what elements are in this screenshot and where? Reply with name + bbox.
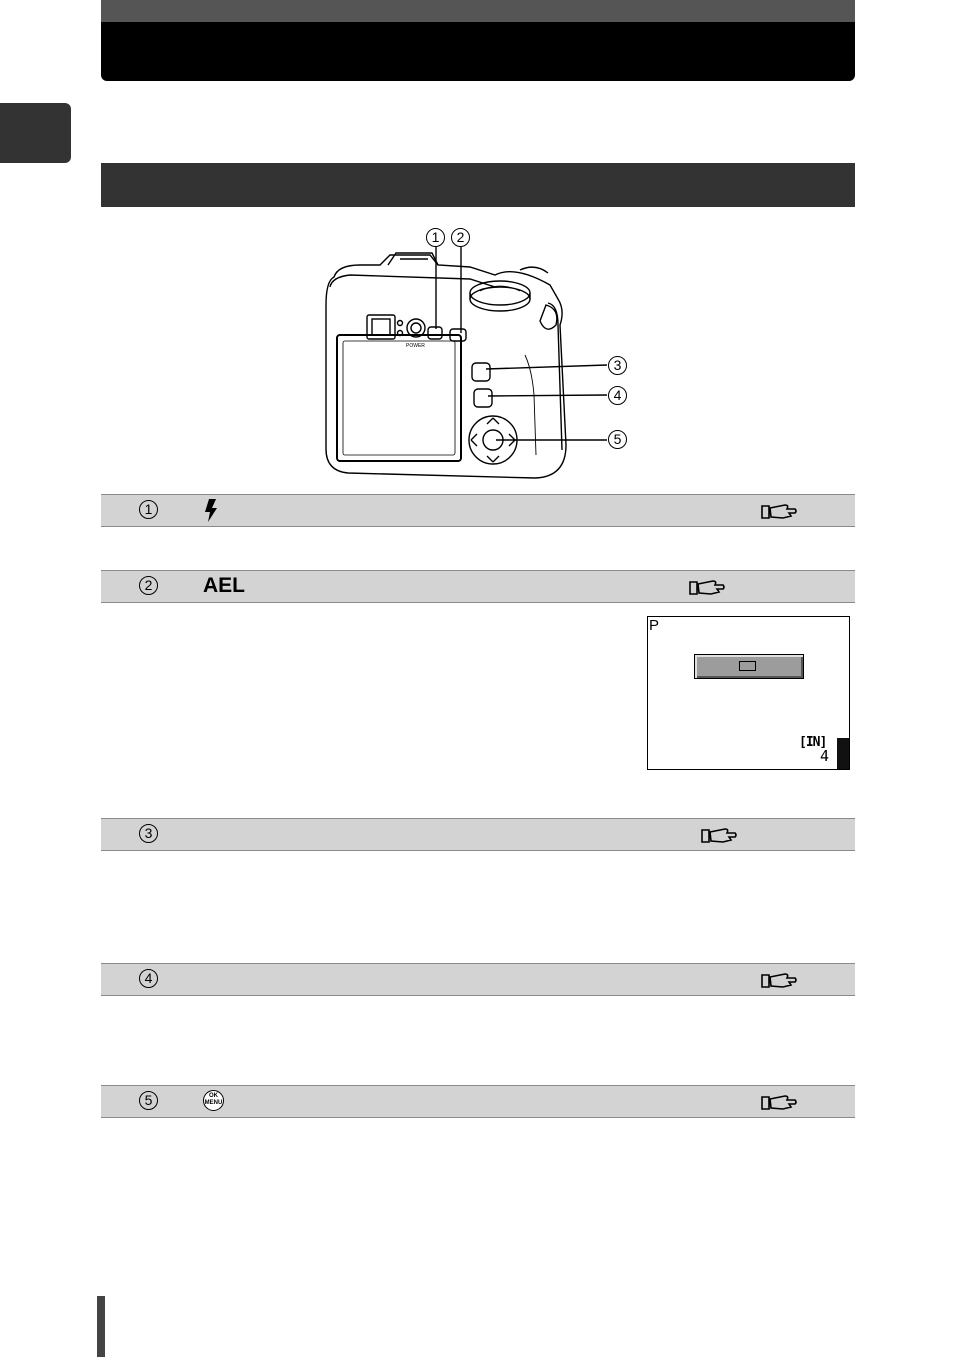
row-number: 1 — [139, 500, 158, 519]
chapter-title-bar — [101, 0, 855, 81]
chapter-side-tab — [0, 103, 71, 163]
callout-3: 3 — [608, 356, 627, 375]
reference-hand-icon — [701, 825, 737, 845]
lcd-battery-block — [837, 738, 849, 769]
chapter-title-strip — [101, 0, 855, 22]
lcd-ael-indicator — [694, 654, 804, 679]
row-4 — [101, 963, 855, 996]
row-ok-menu — [101, 1085, 855, 1118]
page-footer-bar — [97, 1296, 105, 1357]
lcd-mode: P — [649, 617, 660, 634]
row-number: 4 — [139, 969, 158, 988]
reference-hand-icon — [761, 970, 797, 990]
row-3 — [101, 818, 855, 851]
callout-2: 2 — [451, 228, 470, 247]
lcd-ael-frame — [739, 661, 756, 671]
reference-hand-icon — [761, 501, 797, 521]
section-title-bar — [101, 163, 855, 207]
flash-icon — [202, 498, 222, 524]
row-number: 3 — [139, 824, 158, 843]
lcd-frame-count: 4 — [820, 747, 830, 765]
menu-label: MENU — [204, 1100, 223, 1106]
ok-label: OK — [209, 1093, 218, 1099]
row-ael — [101, 570, 855, 603]
callout-5: 5 — [608, 430, 627, 449]
callout-1: 1 — [426, 228, 445, 247]
power-button-label: POWER — [406, 343, 425, 349]
row-number: 5 — [139, 1091, 158, 1110]
lcd-screen-illustration — [647, 616, 850, 770]
row-number: 2 — [139, 576, 158, 595]
lcd-memory: [IN] — [799, 735, 827, 750]
ok-menu-icon — [203, 1090, 224, 1111]
camera-illustration — [320, 225, 640, 485]
reference-hand-icon — [689, 577, 725, 597]
row-flash — [101, 494, 855, 527]
ael-label: AEL — [203, 574, 245, 597]
callout-4: 4 — [608, 386, 627, 405]
reference-hand-icon — [761, 1092, 797, 1112]
